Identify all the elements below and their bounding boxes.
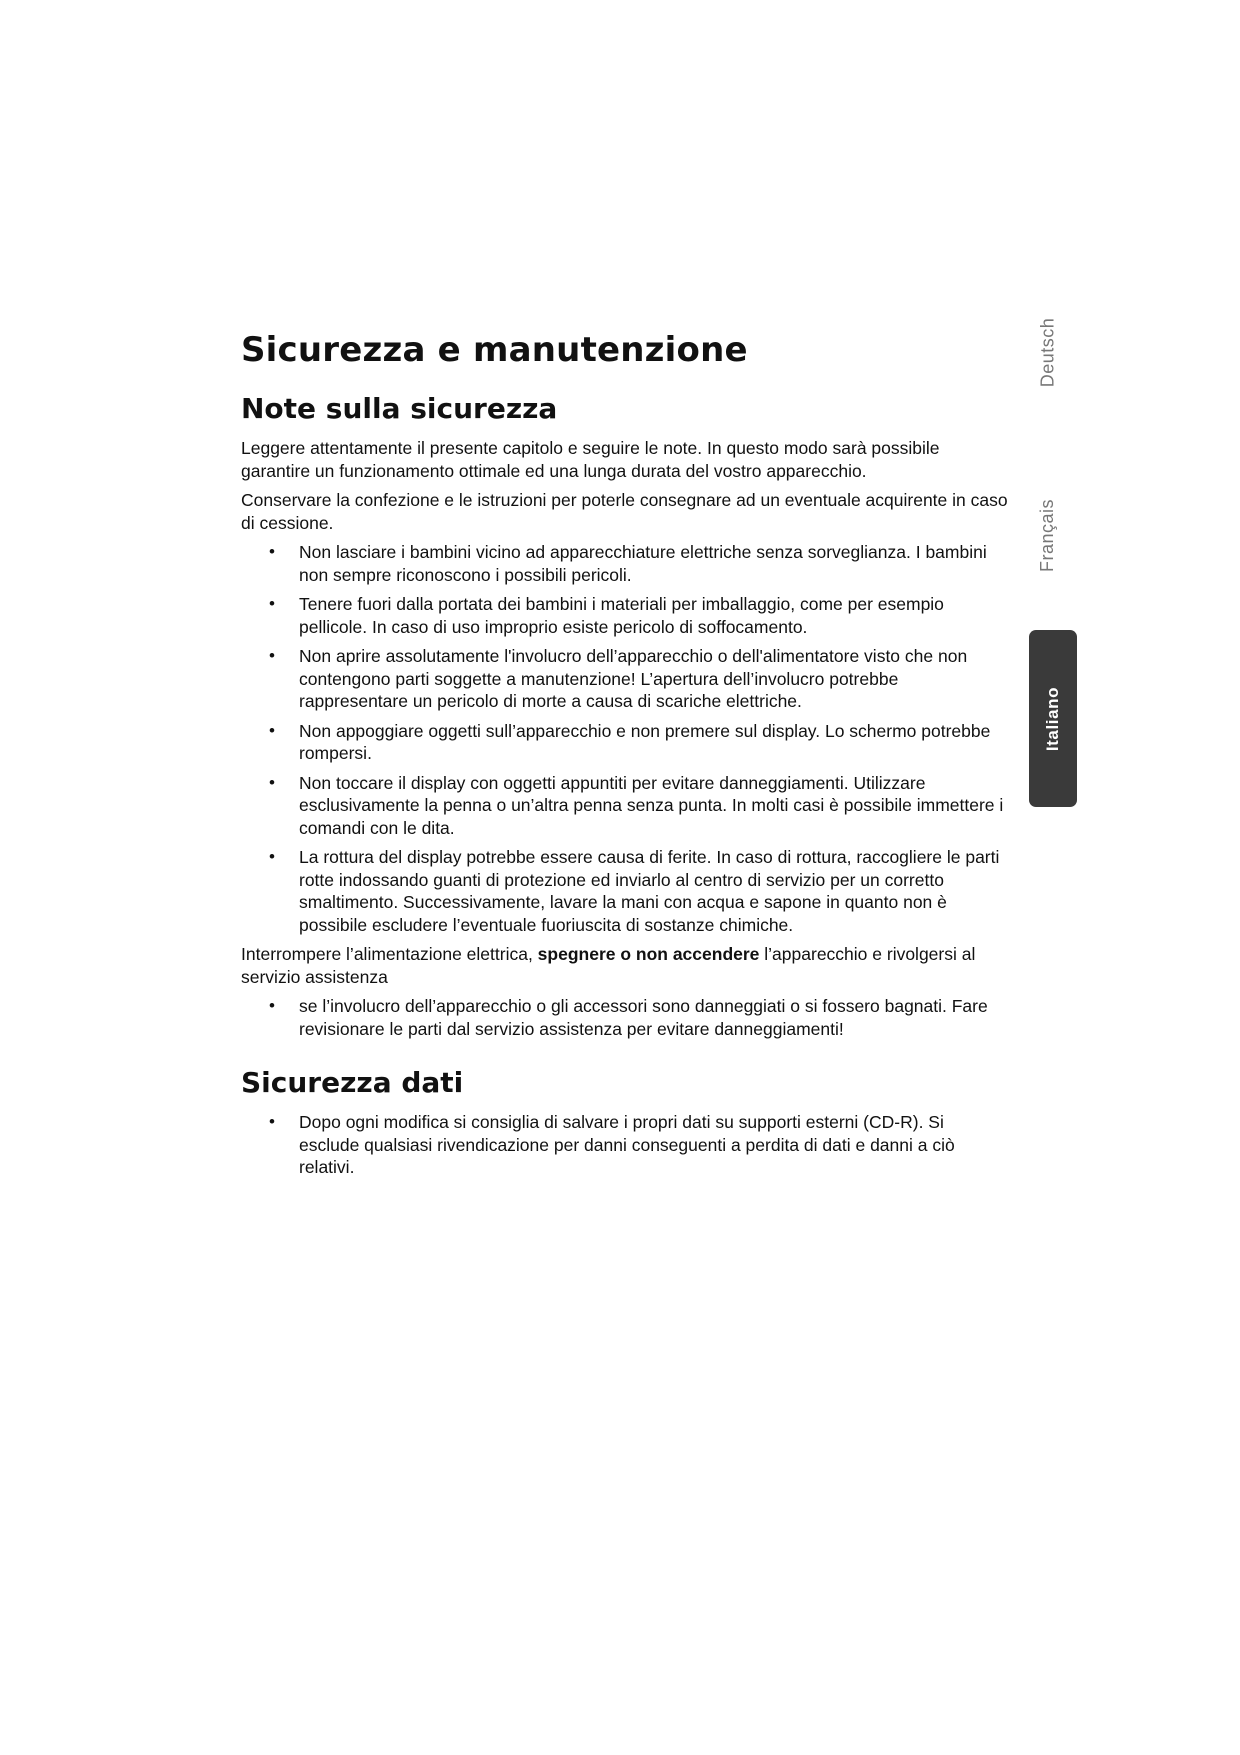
interrupt-text-post: l’apparecchio e rivolgersi al servizio assistenza — [241, 944, 976, 987]
list-item — [241, 1111, 1009, 1179]
interrupt-paragraph — [241, 943, 1009, 988]
bullet-icon: • — [269, 1112, 275, 1131]
interrupt-text-pre: Interrompere l’alimentazione elettrica, — [241, 944, 538, 964]
interrupt-text-bold: spegnere o non accendere — [537, 944, 760, 964]
list-item — [241, 593, 1009, 638]
language-tab-deutsch-label: Deutsch — [1037, 317, 1058, 387]
list-item — [241, 645, 1009, 713]
page-content — [241, 330, 1009, 1186]
data-security-bullet-list — [241, 1111, 1009, 1179]
list-item-text: Non appoggiare oggetti sull’apparecchio e non premere sul display. Lo schermo potrebbe rompersi. — [299, 720, 991, 763]
language-tab-francais-label: Français — [1037, 498, 1057, 572]
intro-paragraph-1: Leggere attentamente il presente capitolo e seguire le note. In questo modo sarà possibile garantire un funzionamento ottimale ed una lunga durata del vostro apparecchio. — [241, 438, 940, 481]
language-tab-deutsch[interactable] — [1024, 312, 1071, 392]
intro-paragraph-2: Conservare la confezione e le istruzioni per poterle consegnare ad un eventuale acquirente in caso di cessione. — [241, 490, 1008, 533]
list-item-text: Non toccare il display con oggetti appuntiti per evitare danneggiamenti. Utilizzare esclusivamente la penna o un’altra penna senza punta. In molti casi è possibile immettere i comandi con le dita. — [299, 772, 1004, 838]
page-title: Sicurezza e manutenzione — [241, 330, 748, 370]
bullet-icon: • — [269, 594, 275, 613]
bullet-icon: • — [269, 646, 275, 665]
section-heading-data-security: Sicurezza dati — [241, 1066, 464, 1099]
language-tab-italiano-active[interactable] — [1029, 630, 1077, 807]
language-tab-italiano-label: Italiano — [1043, 686, 1062, 751]
list-item — [241, 720, 1009, 765]
list-item-text: Non lasciare i bambini vicino ad apparecchiature elettriche senza sorveglianza. I bambini non sempre riconoscono i possibili pericoli. — [299, 542, 987, 585]
bullet-icon: • — [269, 772, 275, 792]
list-item-text: se l’involucro dell’apparecchio o gli accessori sono danneggiati o si fossero bagnati. Fare revisionare le parti dal servizio assistenza per evitare danneggiamenti! — [299, 996, 988, 1039]
language-tab-francais[interactable] — [1024, 495, 1071, 575]
safety-bullet-list — [241, 541, 1009, 936]
list-item-text: Tenere fuori dalla portata dei bambini i materiali per imballaggio, come per esempio pellicole. In caso di uso improprio esiste pericolo di soffocamento. — [299, 594, 944, 637]
list-item-text: La rottura del display potrebbe essere causa di ferite. In caso di rottura, raccogliere le parti rotte indossando guanti di protezione ed inviarlo al centro di servizio per un corretto smaltimento. Successivamente, lavare la mani con acqua e sapone in quanto non è possibile escludere l’eventuale fuoriuscita di sostanze chimiche. — [299, 847, 1000, 935]
section-heading-safety-notes: Note sulla sicurezza — [241, 392, 558, 425]
list-item — [241, 846, 1009, 936]
bullet-icon: • — [269, 720, 275, 740]
list-item — [241, 772, 1009, 840]
list-item-text: Dopo ogni modifica si consiglia di salvare i propri dati su supporti esterni (CD-R). Si esclude qualsiasi rivendicazione per danni conseguenti a perdita di dati e danni a ciò relativi. — [299, 1112, 955, 1177]
interrupt-bullet-list — [241, 995, 1009, 1040]
bullet-icon: • — [269, 996, 275, 1015]
list-item-text: Non aprire assolutamente l'involucro dell’apparecchio o dell'alimentatore visto che non contengono parti soggette a manutenzione! L’apertura dell’involucro potrebbe rappresentare un pericolo di morte a causa di scariche elettriche. — [299, 646, 968, 711]
bullet-icon: • — [269, 847, 275, 866]
list-item — [241, 995, 1009, 1040]
list-item — [241, 541, 1009, 586]
bullet-icon: • — [269, 542, 275, 561]
